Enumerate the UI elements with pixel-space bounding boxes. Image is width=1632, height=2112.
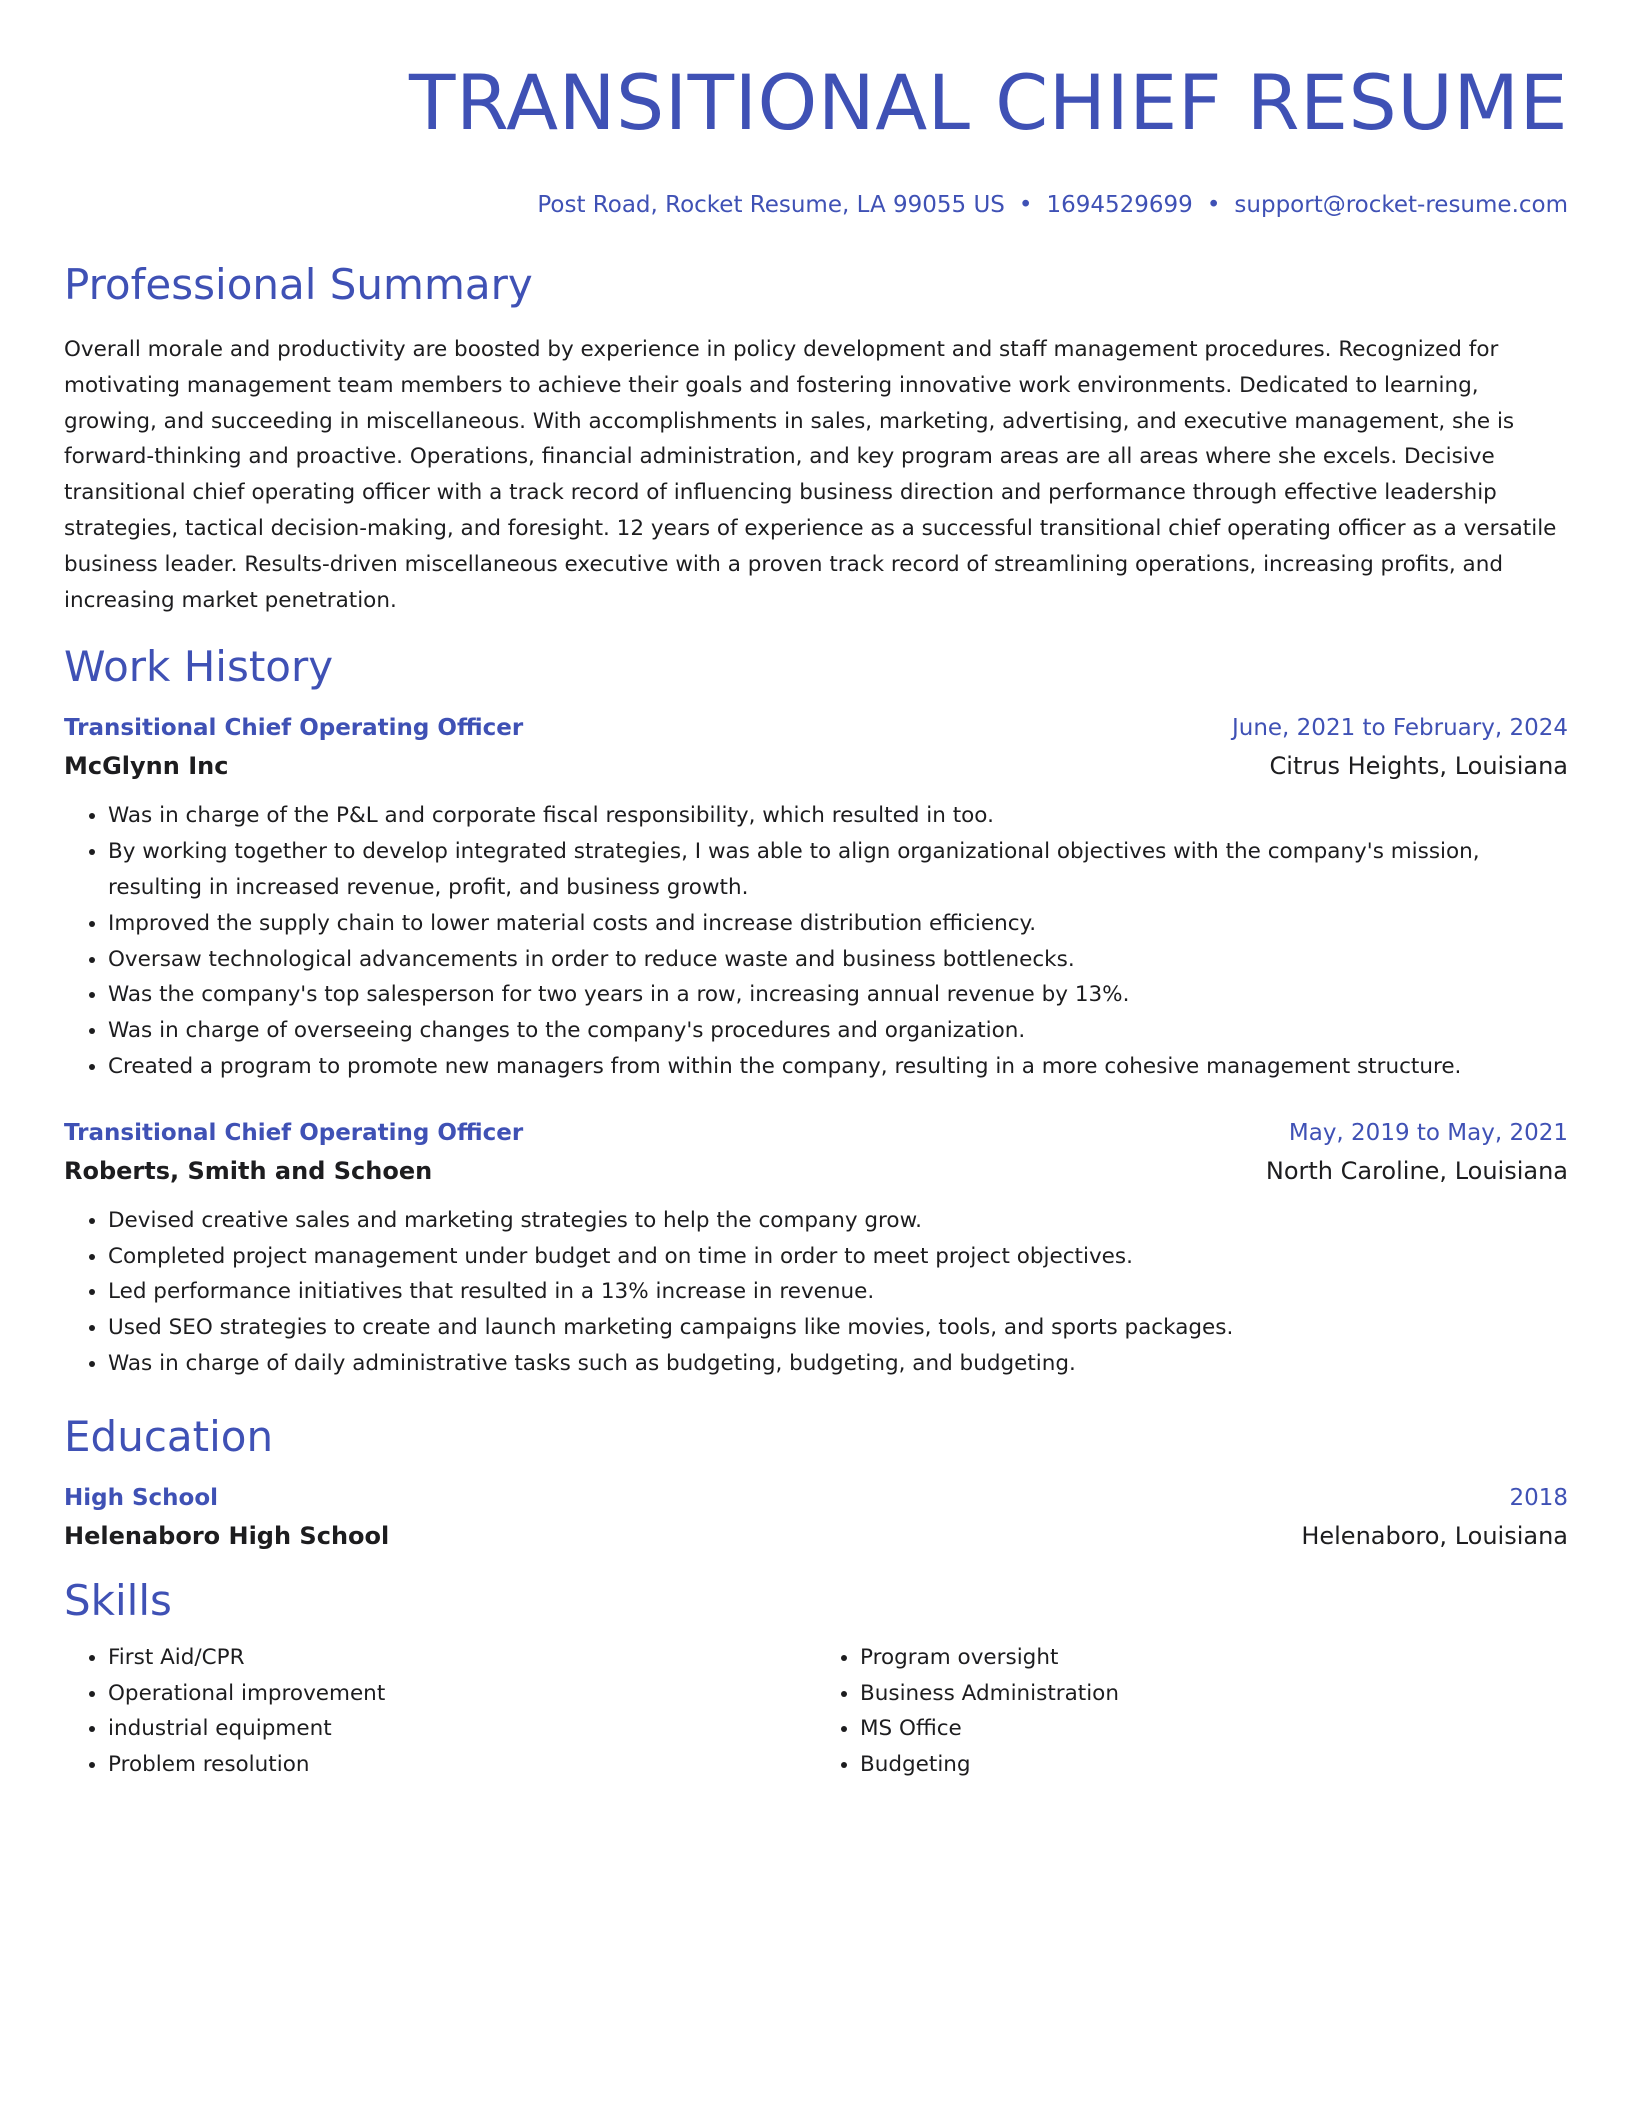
contact-separator: • xyxy=(1018,192,1033,218)
job-bullet: • Devised creative sales and marketing strategies to help the company grow. xyxy=(108,1203,1568,1239)
job-title: Transitional Chief Operating Officer xyxy=(64,715,524,742)
skills-heading: Skills xyxy=(64,1575,172,1625)
skill-item: • Problem resolution xyxy=(108,1747,816,1783)
job-bullet-list xyxy=(64,798,1568,1084)
resume-title: TRANSITIONAL CHIEF RESUME xyxy=(409,58,1568,147)
contact-email[interactable]: support@rocket-resume.com xyxy=(1234,192,1568,218)
job-bullet: • Led performance initiatives that resulted in a 13% increase in revenue. xyxy=(108,1274,1568,1310)
education-school-row xyxy=(64,1516,1568,1556)
job-bullet: • Improved the supply chain to lower material costs and increase distribution efficiency. xyxy=(108,906,1568,942)
education-location: Helenaboro, Louisiana xyxy=(1301,1521,1568,1550)
skills-column-right xyxy=(816,1640,1568,1783)
job-bullet: • Completed project management under budget and on time in order to meet project objectives. xyxy=(108,1239,1568,1275)
contact-phone: 1694529699 xyxy=(1046,192,1193,218)
job-bullet: • Was in charge of overseeing changes to the company's procedures and organization. xyxy=(108,1013,1568,1049)
contact-separator: • xyxy=(1206,192,1221,218)
education-year: 2018 xyxy=(1509,1484,1568,1511)
job-dates: May, 2019 to May, 2021 xyxy=(1288,1119,1568,1146)
education-entry xyxy=(64,1480,1568,1556)
job-bullet: • Was the company's top salesperson for two years in a row, increasing annual revenue by 13%. xyxy=(108,977,1568,1013)
skill-item: • Operational improvement xyxy=(108,1676,816,1712)
education-degree: High School xyxy=(64,1484,219,1511)
job-company: Roberts, Smith and Schoen xyxy=(64,1156,433,1185)
job-dates: June, 2021 to February, 2024 xyxy=(1231,715,1568,742)
job-company-row xyxy=(64,746,1568,786)
skill-item: • First Aid/CPR xyxy=(108,1640,816,1676)
job-bullet: • Was in charge of daily administrative tasks such as budgeting, budgeting, and budgeting. xyxy=(108,1346,1568,1382)
job-header-row xyxy=(64,710,1568,746)
job-header-row xyxy=(64,1115,1568,1151)
job-bullet: • Oversaw technological advancements in order to reduce waste and business bottlenecks. xyxy=(108,942,1568,978)
education-school: Helenaboro High School xyxy=(64,1521,390,1550)
job-bullet: • Was in charge of the P&L and corporate fiscal responsibility, which resulted in too. xyxy=(108,798,1568,834)
job-title: Transitional Chief Operating Officer xyxy=(64,1119,524,1146)
skills-column-left xyxy=(64,1640,816,1783)
summary-heading: Professional Summary xyxy=(64,260,533,309)
job-company: McGlynn Inc xyxy=(64,752,229,781)
skill-item: • MS Office xyxy=(860,1711,1568,1747)
job-location: Citrus Heights, Louisiana xyxy=(1269,752,1568,781)
skills-list xyxy=(64,1640,1568,1783)
summary-text: Overall morale and productivity are boosted by experience in policy development and staff management procedures. Recognized for motivating management team members to achieve their goals and fostering innovative work environments. Dedicated to learning, growing, and succeeding in miscellaneous. With accomplishments in sales, marketing, advertising, and executive management, she is forward-thinking and proactive. Operations, financial administration, and key program areas are all areas where she excels. Decisive transitional chief operating officer with a track record of influencing business direction and performance through effective leadership strategies, tactical decision-making, and foresight. 12 years of experience as a successful transitional chief operating officer as a versatile business leader. Results-driven miscellaneous executive with a proven track record of streamlining operations, increasing profits, and increasing market penetration. xyxy=(64,337,1557,613)
job-entry xyxy=(64,710,1568,1084)
contact-address: Post Road, Rocket Resume, LA 99055 US xyxy=(537,192,1005,218)
education-heading: Education xyxy=(64,1411,274,1461)
job-company-row xyxy=(64,1151,1568,1191)
job-entry xyxy=(64,1115,1568,1382)
job-location: North Caroline, Louisiana xyxy=(1265,1156,1568,1185)
skill-item: • Program oversight xyxy=(860,1640,1568,1676)
work-history-heading: Work History xyxy=(64,642,334,692)
job-bullet: • Created a program to promote new managers from within the company, resulting in a more cohesive management structure. xyxy=(108,1049,1568,1085)
job-bullet-list xyxy=(64,1203,1568,1382)
skill-item: • industrial equipment xyxy=(108,1711,816,1747)
skill-item: • Budgeting xyxy=(860,1747,1568,1783)
job-bullet: • By working together to develop integrated strategies, I was able to align organizational objectives with the company's mission, resulting in increased revenue, profit, and business growth. xyxy=(108,834,1568,906)
skill-item: • Business Administration xyxy=(860,1676,1568,1712)
job-bullet: • Used SEO strategies to create and launch marketing campaigns like movies, tools, and sports packages. xyxy=(108,1310,1568,1346)
contact-line xyxy=(64,190,1568,220)
education-header-row xyxy=(64,1480,1568,1516)
